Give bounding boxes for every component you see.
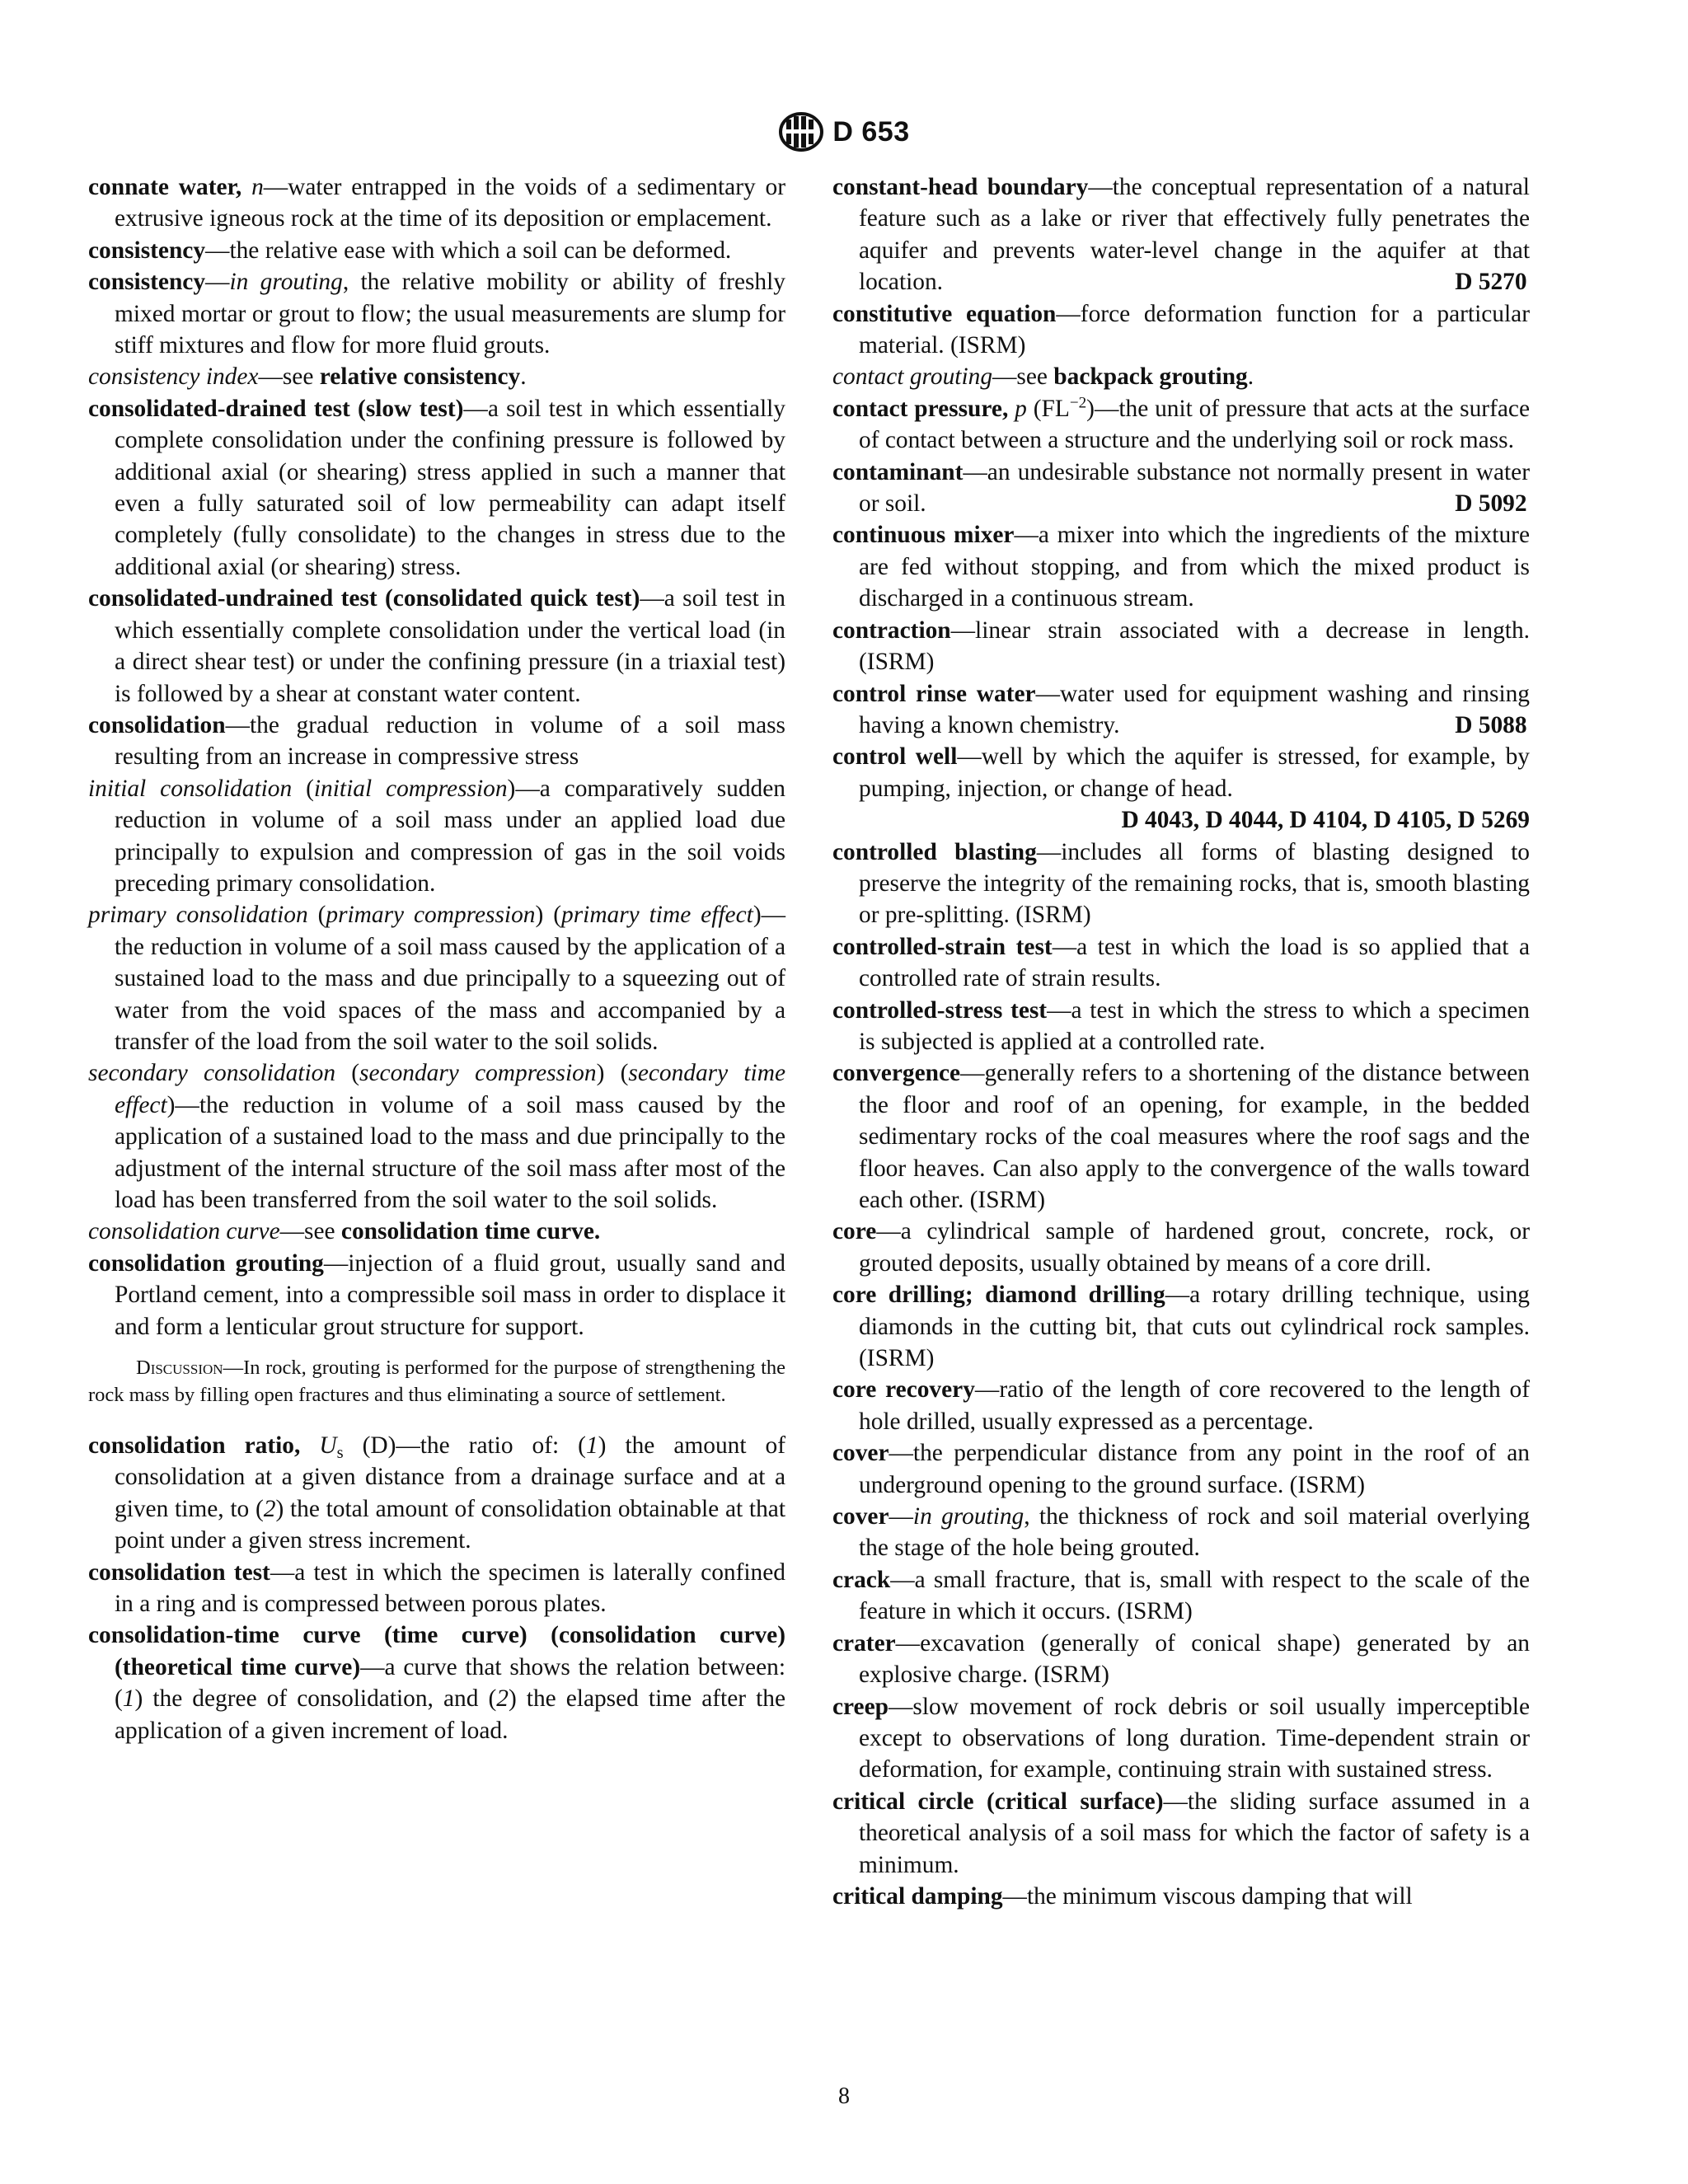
- term: core recovery: [832, 1376, 975, 1404]
- italic-text: 1: [122, 1685, 135, 1713]
- glossary-entry: [88, 361, 785, 392]
- discussion-note: [88, 1354, 785, 1408]
- definition-text: —In rock, grouting is performed for the purpose of strengthening the rock mass by filling open fractures and thus eliminating a source of settlement.: [88, 1357, 785, 1407]
- glossary-entry: [88, 1619, 785, 1746]
- definition-text: —see: [258, 363, 320, 391]
- definition-text: —a rotary drilling technique, using diamonds in the cutting bit, that cuts out cylindrical rock samples. (ISRM): [859, 1282, 1530, 1372]
- definition-text: )—the reduction in volume of a soil mass caused by the application of a sustained load to the mass and due principally to a squeezing out of water from the void spaces of the mass and accompanied by a transfer of the load from the soil water to the soil solids.: [115, 902, 785, 1055]
- document-header: [0, 107, 1688, 157]
- definition-text: )—the unit of pressure that acts at the surface of contact between a structure and the underlying soil or rock mass.: [859, 395, 1530, 454]
- definition-text: —the conceptual representation of a natural feature such as a lake or river that effectively fully penetrates the aquifer and prevents water-level change in the aquifer at that location.: [859, 174, 1530, 296]
- glossary-entry: [832, 1374, 1530, 1437]
- reference-standard: D 5270: [1455, 269, 1527, 296]
- term: cover: [832, 1503, 889, 1530]
- italic-text: contact grouting: [832, 363, 993, 391]
- standard-designation: D 653: [832, 115, 910, 148]
- definition-text: , the relative mobility or ability of freshly mixed mortar or grout to flow; the usual measurements are slump for stiff mixtures and flow for more fluid grouts.: [115, 269, 785, 359]
- reference-standard: D 5092: [1455, 490, 1527, 518]
- glossary-entry: [88, 1430, 785, 1557]
- italic-text: secondary time effect: [115, 1060, 785, 1118]
- left-column: [88, 171, 785, 1746]
- subscript: s: [336, 1444, 344, 1463]
- glossary-entry: [832, 741, 1530, 836]
- glossary-entry: [832, 1437, 1530, 1501]
- definition-text: , the thickness of rock and soil material overlying the stage of the hole being grouted.: [859, 1503, 1530, 1562]
- glossary-entry: [832, 995, 1530, 1058]
- term: consolidation ratio,: [88, 1432, 301, 1460]
- term: crater: [832, 1629, 896, 1657]
- definition-text: )—a comparatively sudden reduction in volume of a soil mass under an applied load due principally to expulsion and compression of gas in the soil voids preceding primary consolidation.: [115, 775, 785, 897]
- term: backpack grouting: [1053, 363, 1248, 391]
- definition-text: —excavation (generally of conical shape) generated by an explosive charge. (ISRM): [859, 1629, 1530, 1689]
- astm-logo-icon: [778, 111, 824, 152]
- term: convergence: [832, 1060, 961, 1087]
- definition-text: [241, 174, 251, 200]
- right-column: [832, 171, 1530, 1912]
- definition-text: —a soil test in which essentially complete consolidation under the vertical load (in a direct shear test) or under the confining pressure (in a triaxial test) is followed by a shear at constant water content.: [115, 585, 785, 707]
- italic-text: in grouting: [912, 1503, 1025, 1530]
- glossary-entry: [832, 1564, 1530, 1628]
- glossary-entry: [832, 393, 1530, 457]
- italic-text: primary time effect: [561, 902, 753, 929]
- italic-text: primary consolidation: [88, 902, 308, 929]
- glossary-entry: [832, 837, 1530, 931]
- definition-text: —a soil test in which essentially complete consolidation under the confining pressure is followed by additional axial (or shearing) stress applied in such a manner that even a fully saturated soil of low permeability can adapt itself completely (fully consolidate) to the changes in stress due to the additional axial (or shearing) stress.: [115, 395, 785, 580]
- term: critical damping: [832, 1882, 1003, 1910]
- glossary-entry: [88, 1216, 785, 1247]
- term: contact pressure,: [832, 395, 1009, 422]
- definition-text: —water used for equipment washing and rinsing having a known chemistry.: [859, 680, 1530, 738]
- glossary-entry: [832, 1501, 1530, 1564]
- glossary-entry: [832, 1279, 1530, 1374]
- definition-text: ) the amount of consolidation at a given distance from a drainage surface and at a given time, to (: [115, 1432, 785, 1522]
- definition-text: —see: [279, 1218, 341, 1245]
- italic-text: secondary compression: [359, 1060, 597, 1087]
- definition-text: —: [205, 269, 230, 296]
- term: contaminant: [832, 458, 964, 485]
- italic-text: 2: [496, 1685, 509, 1713]
- italic-text: 2: [263, 1495, 276, 1522]
- glossary-entry: [832, 615, 1530, 678]
- italic-text: initial consolidation: [88, 775, 293, 802]
- glossary-entry: [88, 773, 785, 900]
- term: consolidated-undrained test (consolidated quick test): [88, 585, 640, 612]
- definition-text: (: [335, 1060, 360, 1087]
- term: creep: [832, 1693, 889, 1720]
- glossary-entry: [832, 1216, 1530, 1279]
- italic-text: initial compression: [313, 775, 508, 802]
- glossary-entry: [88, 583, 785, 710]
- term: core drilling; diamond drilling: [832, 1282, 1165, 1309]
- term: consolidated-drained test (slow test): [88, 395, 464, 422]
- glossary-entry: [88, 393, 785, 583]
- term: cover: [832, 1440, 889, 1467]
- definition-text: —generally refers to a shortening of the distance between the floor and roof of an opening, for example, in the bedded sedimentary rocks of the coal measures where the roof sags and the floor heaves. Can also apply to the convergence of the walls toward each other. (ISRM): [859, 1060, 1530, 1213]
- term: consolidation: [88, 711, 226, 738]
- definition-text: (FL: [1026, 395, 1070, 422]
- definition-text: .: [520, 363, 527, 391]
- discussion-label: Discussion: [136, 1357, 223, 1380]
- italic-text: U: [319, 1432, 337, 1460]
- definition-text: —injection of a fluid grout, usually sand and Portland cement, into a compressible soil mass in order to displace it and form a lenticular grout structure for support.: [115, 1249, 785, 1340]
- definition-text: —the gradual reduction in volume of a soil mass resulting from an increase in compressive stress: [115, 711, 785, 771]
- definition-text: —force deformation function for a particular material. (ISRM): [859, 300, 1531, 359]
- term: control well: [832, 743, 958, 771]
- glossary-entry: [88, 1057, 785, 1216]
- term: control rinse water: [832, 680, 1036, 707]
- italic-text: consolidation curve: [88, 1218, 280, 1245]
- term: contraction: [832, 616, 951, 644]
- definition-text: —a test in which the specimen is laterally confined in a ring and is compressed between porous plates.: [115, 1558, 785, 1618]
- term: critical circle (critical surface): [832, 1788, 1164, 1815]
- definition-text: (: [307, 902, 326, 929]
- glossary-entry: [88, 266, 785, 361]
- term: crack: [832, 1566, 891, 1593]
- glossary-entry: [832, 931, 1530, 995]
- reference-standard: D 4043, D 4044, D 4104, D 4105, D 5269: [1121, 807, 1530, 834]
- definition-text: —a test in which the stress to which a specimen is subjected is applied at a controlled rate.: [859, 996, 1530, 1055]
- glossary-entry: [832, 678, 1530, 742]
- italic-text: 1: [585, 1432, 598, 1460]
- definition-text: —the relative ease with which a soil can be deformed.: [205, 237, 732, 264]
- glossary-entry: [832, 1691, 1530, 1786]
- definition-text: ) (: [596, 1060, 629, 1087]
- glossary-entry: [832, 457, 1530, 520]
- reference-standard: D 5088: [1455, 711, 1527, 738]
- definition-text: —a curve that shows the relation between: (: [115, 1653, 785, 1713]
- term: consolidation time curve.: [340, 1218, 601, 1245]
- italic-text: secondary consolidation: [88, 1060, 336, 1087]
- definition-text: —the minimum viscous damping that will: [1002, 1882, 1413, 1910]
- definition-text: —a small fracture, that is, small with respect to the scale of the feature in which it occurs. (ISRM): [859, 1566, 1530, 1625]
- term: consolidation-time curve (time curve) (consolidation curve) (theoretical time curve): [88, 1622, 785, 1680]
- definition-text: —ratio of the length of core recovered to the length of hole drilled, usually expressed as a percentage.: [859, 1376, 1530, 1435]
- definition-text: —water entrapped in the voids of a sedimentary or extrusive igneous rock at the time of its deposition or emplacement.: [115, 174, 785, 232]
- glossary-entry: [832, 1057, 1530, 1216]
- glossary-entry: [832, 1881, 1530, 1912]
- italic-text: primary compression: [326, 902, 536, 929]
- definition-text: ) the degree of consolidation, and (: [134, 1685, 497, 1713]
- definition-text: —well by which the aquifer is stressed, for example, by pumping, injection, or change of head.: [859, 743, 1530, 802]
- glossary-entry: [832, 519, 1530, 614]
- glossary-entry: [832, 1786, 1530, 1881]
- definition-text: —linear strain associated with a decrease in length. (ISRM): [859, 616, 1530, 676]
- term: relative consistency: [319, 363, 521, 391]
- definition-text: —see: [992, 363, 1054, 391]
- italic-text: p: [1015, 395, 1027, 422]
- term: consistency: [88, 269, 206, 296]
- definition-text: —the sliding surface assumed in a theoretical analysis of a soil mass for which the factor of safety is a minimum.: [859, 1788, 1530, 1878]
- definition-text: ) (: [535, 902, 562, 929]
- definition-text: .: [1247, 363, 1254, 391]
- page-number: 8: [838, 2083, 850, 2109]
- definition-text: [300, 1432, 319, 1459]
- italic-text: consistency index: [88, 363, 259, 391]
- definition-text: (: [292, 775, 314, 802]
- glossary-entry: [88, 899, 785, 1057]
- glossary-entry: [832, 171, 1530, 298]
- term: connate water,: [88, 174, 242, 200]
- definition-text: ) the total amount of consolidation obtainable at that point under a given stress increment.: [115, 1495, 785, 1554]
- term: core: [832, 1218, 877, 1245]
- term: controlled blasting: [832, 838, 1037, 865]
- glossary-entry: [88, 171, 785, 235]
- term: consistency: [88, 237, 206, 264]
- term: controlled-strain test: [832, 933, 1053, 960]
- definition-text: —an undesirable substance not normally present in water or soil.: [859, 458, 1530, 518]
- glossary-entry: [88, 1248, 785, 1343]
- glossary-entry: [832, 361, 1530, 392]
- definition-text: —a test in which the load is so applied that a controlled rate of strain results.: [859, 933, 1530, 992]
- definition-text: (D)—the ratio of: (: [343, 1432, 586, 1460]
- term: consolidation test: [88, 1558, 270, 1586]
- definition-text: —slow movement of rock debris or soil usually imperceptible except to observations of long duration. Time-dependent strain or deformation, for example, continuing strain with sustained stress.: [859, 1693, 1530, 1783]
- definition-text: ) the elapsed time after the application of a given increment of load.: [115, 1685, 785, 1744]
- definition-text: —includes all forms of blasting designed to preserve the integrity of the remaining rocks, that is, smooth blasting or pre-splitting. (ISRM): [859, 838, 1531, 929]
- definition-text: —: [889, 1503, 913, 1530]
- definition-text: [1008, 396, 1015, 422]
- definition-text: )—the reduction in volume of a soil mass caused by the application of a sustained load to the mass and due principally to the adjustment of the internal structure of the soil mass after most of the load has been transferred from the soil water to the soil solids.: [115, 1091, 785, 1213]
- italic-text: in grouting: [229, 269, 343, 296]
- term: consolidation grouting: [88, 1249, 324, 1277]
- italic-text: n: [251, 174, 264, 200]
- glossary-entry: [832, 1628, 1530, 1691]
- superscript: −2: [1069, 394, 1087, 412]
- glossary-entry: [88, 235, 785, 266]
- glossary-entry: [88, 710, 785, 773]
- definition-text: —a mixer into which the ingredients of the mixture are fed without stopping, and from which the mixed product is discharged in a continuous stream.: [859, 522, 1530, 612]
- glossary-entry: [832, 298, 1530, 362]
- term: continuous mixer: [832, 522, 1015, 549]
- term: controlled-stress test: [832, 996, 1048, 1024]
- term: constant-head boundary: [832, 174, 1089, 200]
- definition-text: —a cylindrical sample of hardened grout, concrete, rock, or grouted deposits, usually obtained by means of a core drill.: [859, 1218, 1530, 1277]
- definition-text: —the perpendicular distance from any point in the roof of an underground opening to the ground surface. (ISRM): [859, 1440, 1530, 1498]
- glossary-entry: [88, 1557, 785, 1620]
- term: constitutive equation: [832, 300, 1057, 327]
